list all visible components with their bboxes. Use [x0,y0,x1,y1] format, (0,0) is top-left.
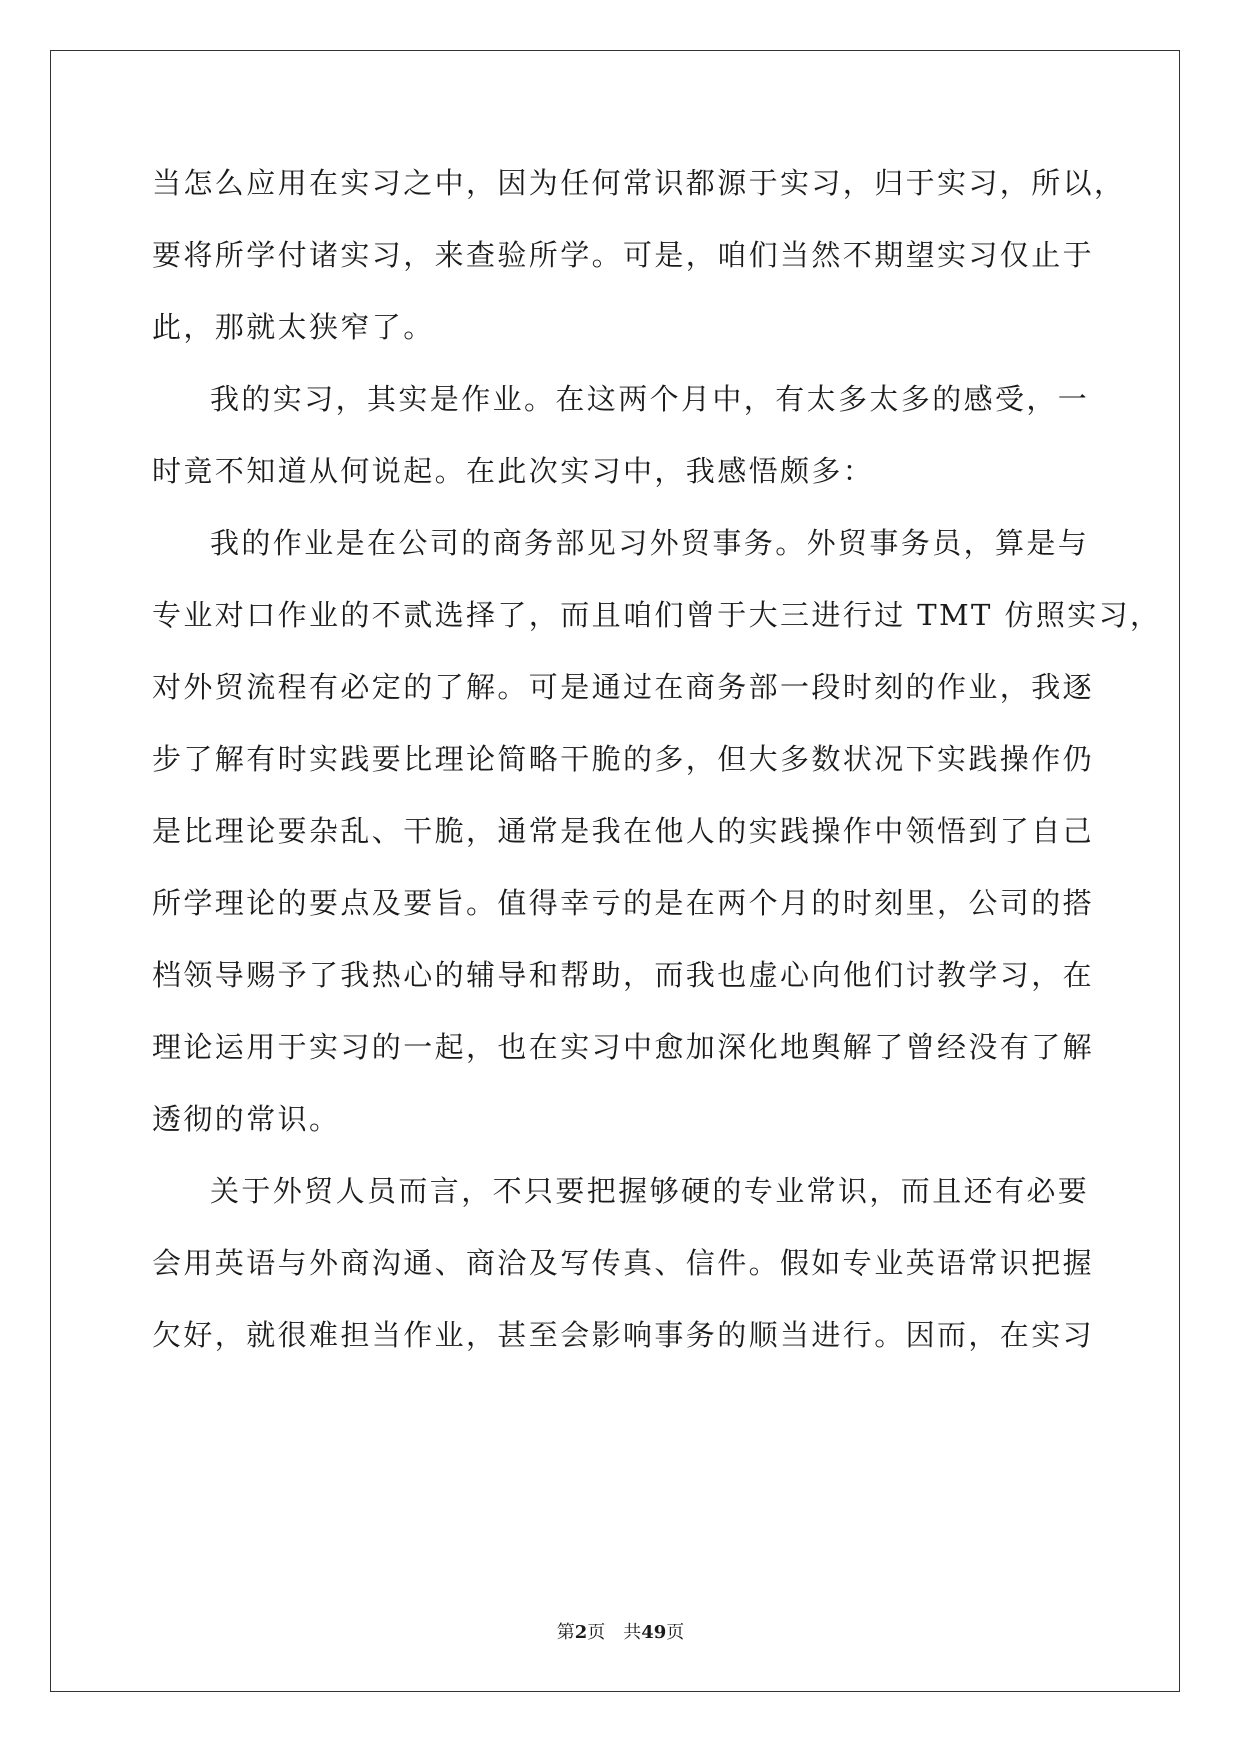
paragraph-start-line: 关于外贸人员而言，不只要把握够硬的专业常识，而且还有必要 [210,1174,1090,1208]
text-line: 透彻的常识。 [152,1102,341,1136]
page-border [50,50,1180,1692]
paragraph-start-line: 我的作业是在公司的商务部见习外贸事务。外贸事务员，算是与 [210,526,1090,560]
text-line: 档领导赐予了我热心的辅导和帮助，而我也虚心向他们讨教学习，在 [152,958,1095,992]
text-line: 当怎么应用在实习之中，因为任何常识都源于实习，归于实习，所以， [152,166,1126,200]
text-line: 会用英语与外商沟通、商洽及写传真、信件。假如专业英语常识把握 [152,1246,1095,1280]
text-line: 步了解有时实践要比理论简略干脆的多，但大多数状况下实践操作仍 [152,742,1095,776]
footer-middle: 页 共 [587,1622,642,1643]
total-pages-number: 49 [641,1622,667,1643]
text-line: 要将所学付诸实习，来查验所学。可是，咱们当然不期望实习仅止于 [152,238,1095,272]
paragraph-start-line: 我的实习，其实是作业。在这两个月中，有太多太多的感受，一 [210,382,1090,416]
text-line: 此，那就太狭窄了。 [152,310,435,344]
text-line: 理论运用于实习的一起，也在实习中愈加深化地舆解了曾经没有了解 [152,1030,1095,1064]
text-line: 时竟不知道从何说起。在此次实习中，我感悟颇多： [152,454,875,488]
text-line: 所学理论的要点及要旨。值得幸亏的是在两个月的时刻里，公司的搭 [152,886,1095,920]
text-line: 专业对口作业的不贰选择了，而且咱们曾于大三进行过 TMT 仿照实习， [152,598,1162,632]
text-line: 欠好，就很难担当作业，甚至会影响事务的顺当进行。因而，在实习 [152,1318,1095,1352]
footer-suffix: 页 [666,1622,685,1643]
footer-prefix: 第 [556,1622,575,1643]
text-line: 对外贸流程有必定的了解。可是通过在商务部一段时刻的作业，我逐 [152,670,1095,704]
page-footer [0,1618,1241,1644]
text-line: 是比理论要杂乱、干脆，通常是我在他人的实践操作中领悟到了自己 [152,814,1095,848]
current-page-number: 2 [574,1622,588,1643]
